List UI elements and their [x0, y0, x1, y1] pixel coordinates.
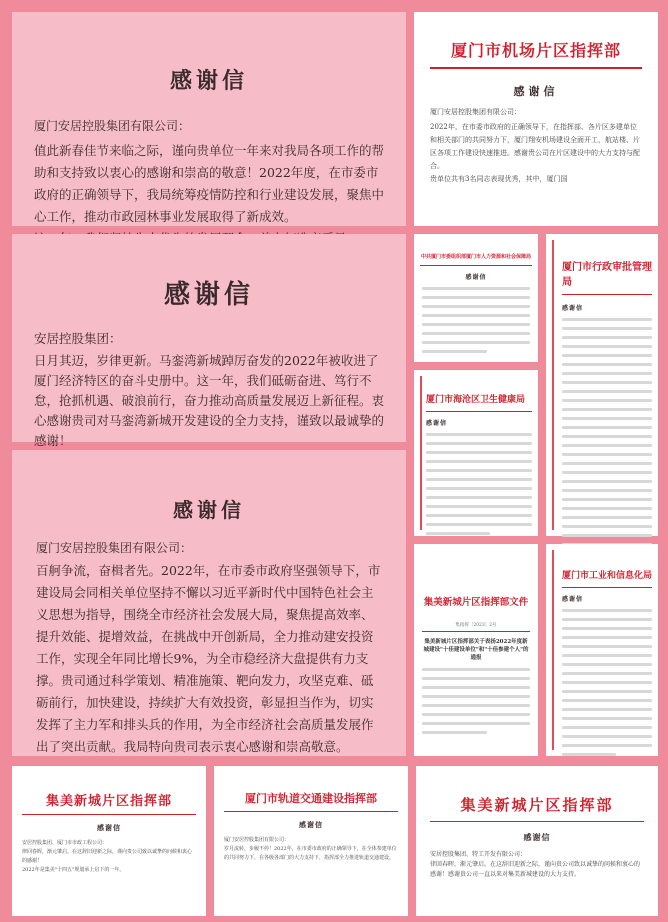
side-border: [552, 550, 554, 750]
letter-title: 感谢信: [97, 823, 121, 832]
letter-text-lines: [426, 433, 532, 535]
heading-divider: [422, 631, 530, 632]
letter-body: 岁月流转，步履不停！2022年，在市委市政府的正确领导下，在全体参建单位的共同努力下，在各级各部门的大力支持下，指挥部全力推进轨道交通建设。: [224, 846, 397, 861]
thank-you-letter-5: [546, 234, 658, 536]
heading-divider: [562, 294, 652, 295]
heading-divider: [426, 411, 532, 412]
heading-divider: [22, 814, 196, 815]
letter-title: 感谢信: [562, 596, 584, 603]
letter-greeting: 安居控股集团、厦门市市政工程公司：: [22, 840, 108, 846]
thank-you-letter-10: [12, 766, 206, 916]
thank-you-letter-1: [12, 12, 406, 226]
thank-you-letter-12: [416, 766, 658, 916]
thank-you-letter-6: [414, 370, 538, 536]
thank-you-letter-4: [414, 234, 538, 362]
letter-text-lines: [562, 318, 652, 564]
document-title: 集美新城片区指挥部关于表扬2022年度新城建设"十佳建设单位"和"十佳参建个人"的通报: [423, 639, 529, 661]
letter-greeting: 厦门安居控股集团有限公司：: [36, 541, 193, 555]
letter-body: 2022年，在市委市政府的正确领导下，在指挥部、各片区多建单位和相关部门的共同努力下，厦门翔安机场建设全面开工，航站楼、片区各项工作建设快速推进。感谢贵公司在片区建设中的大力支持与配合。 贵单位共有3名同志表现优秀，其中，厦门国: [430, 123, 640, 183]
heading-divider: [420, 265, 532, 266]
side-border: [552, 240, 554, 530]
letter-text-lines: [422, 668, 530, 734]
side-border: [420, 376, 422, 530]
letter-title: 感谢信: [299, 820, 323, 829]
thank-you-letter-11: [214, 766, 408, 916]
letter-org-heading: 集美新城片区指挥部文件: [423, 597, 529, 608]
letter-org-heading: 厦门市海沧区卫生健康局: [426, 395, 526, 405]
thank-you-letter-2: [414, 12, 658, 226]
letter-greeting: 厦门安居控股集团有限公司：: [224, 837, 290, 843]
letter-body: 律回春晖，渐元肇启。在这辞旧迎新之际，谨向贵公司致以诚挚的问候和衷心的感谢！感谢贵公司一直以来对集美新城建设的大力支持。: [430, 861, 641, 878]
document-number: 集指挥〔2023〕2号: [455, 623, 497, 628]
letter-title: 感谢信: [513, 85, 559, 98]
letter-body: 日月其迈，岁律更新。马銮湾新城踔厉奋发的2022年被收进了厦门经济特区的奋斗史册中。这一年，我们砥砺奋进、笃行不怠，抢抓机遇、破浪前行，奋力推动高质量发展迈上新征程。衷心感谢贵司对马銮湾新城开发建设的全力支持，谨致以最诚挚的感谢！: [34, 353, 385, 448]
thank-you-letter-9: [546, 544, 658, 756]
letter-org-heading: 中共厦门市委组织部厦门市人力资源和社会保障局: [420, 254, 531, 260]
letter-title: 感谢信: [465, 274, 487, 281]
heading-divider: [430, 67, 642, 69]
letter-org-heading: 集美新城片区指挥部: [45, 794, 172, 809]
thank-you-letter-7: [12, 450, 406, 756]
letter-greeting: 安居控股集团：: [34, 331, 122, 346]
letter-title: 感谢信: [562, 305, 584, 312]
letter-org-heading: 厦门市工业和信息化局: [562, 571, 653, 581]
letter-body: 律回春晖，渐元肇启。在这辞旧迎新之际，谨向贵公司致以诚挚的问候和衷心的感谢！ 2022年是集美"十四五"规划承上启下的一年。: [22, 849, 193, 873]
letter-title: 感谢信: [426, 420, 448, 427]
letter-text-lines: [562, 609, 652, 756]
letter-title: 感谢信: [169, 68, 248, 94]
thank-you-letter-3: [12, 234, 406, 448]
letter-org-heading: 厦门市轨道交通建设指挥部: [245, 792, 377, 805]
letter-title: 感谢信: [163, 280, 254, 310]
letter-org-heading: 集美新城片区指挥部: [460, 796, 614, 814]
letter-greeting: 安居控股集团、特工开发有限公司：: [430, 851, 527, 858]
heading-divider: [224, 811, 398, 812]
letter-body: 值此新春佳节来临之际，谨向贵单位一年来对我局各项工作的帮助和支持致以衷心的感谢和崇高的敬意！2022年度，在市委市政府的正确领导下，我局统筹疫情防控和行业建设发展，聚焦中心工作，推动市政园林事业发展取得了新成效。: [34, 143, 385, 224]
letter-greeting: 厦门安居控股集团有限公司：: [430, 108, 521, 116]
letter-greeting: 厦门安居控股集团有限公司：: [34, 119, 191, 133]
heading-divider: [430, 821, 644, 822]
thank-you-letter-8: [414, 544, 538, 756]
letter-body: 百舸争流，奋楫者先。2022年，在市委市政府坚强领导下，市建设局会同相关单位坚持不懈以习近平新时代中国特色社会主义思想为指导，围绕全市经济社会发展大局，聚焦提高效率、提升效能、提增效益，在挑战中开创新局，全力推动建安投资工作，实现全年同比增长9%，为全市稳经济大盘提供有力支撑。贵司通过科学策划、精准施策、靶向发力，攻坚克难、砥砺前行，加快建设，持续扩大有效投资，彰显担当作为，切实发挥了主力军和排头兵的作用，为全市经济社会高质量发展作出了突出贡献。我局特向贵司表示衷心感谢和崇高敬意。: [36, 563, 381, 754]
letter-org-heading: 厦门市行政审批管理局: [562, 262, 652, 288]
letter-title: 感谢信: [173, 498, 245, 522]
letter-org-heading: 厦门市机场片区指挥部: [450, 41, 621, 60]
heading-divider: [562, 587, 652, 588]
letter-text-lines: [420, 287, 532, 353]
letter-title: 感谢信: [523, 832, 551, 842]
